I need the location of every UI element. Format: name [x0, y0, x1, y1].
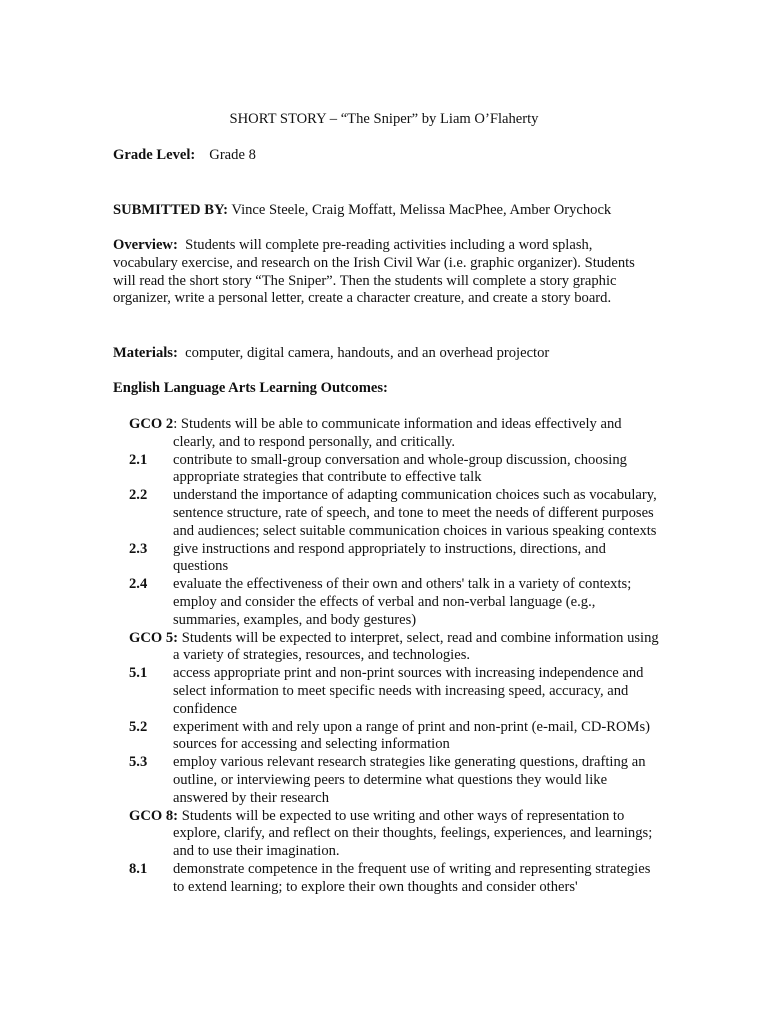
outcome-number: 2.2: [129, 487, 148, 504]
outcome-text: demonstrate competence in the frequent use of writing and representing strategies to extend learning; to explore their own thoughts and consider others': [173, 860, 651, 895]
overview-text: Students will complete pre-reading activities including a word splash, vocabulary exercise, and research on the Irish Civil War (i.e. graphic organizer). Students will read the short story “The Sniper”. Then the students will complete a story graphic organizer, write a personal letter, create a character creature, and create a story board.: [113, 237, 635, 307]
gco-8-text: Students will be expected to use writing and other ways of representation to explore, clarify, and reflect on their thoughts, feelings, experiences, and learnings; and to use their imagination.: [173, 807, 653, 860]
outcome-text: give instructions and respond appropriately to instructions, directions, and questions: [173, 540, 606, 575]
outcome-number: 5.2: [129, 718, 148, 735]
page-title: SHORT STORY – “The Sniper” by Liam O’Flaherty: [229, 111, 539, 127]
gco-8: [129, 808, 664, 861]
gco-5: [129, 630, 664, 666]
outcomes-heading: English Language Arts Learning Outcomes:: [113, 380, 388, 396]
outcome-text: access appropriate print and non-print sources with increasing independence and select information to meet specific needs with increasing speed, accuracy, and confidence: [173, 665, 644, 717]
grade-level-line: [113, 147, 658, 165]
outcome-2-1: [129, 452, 664, 488]
materials-line: [113, 345, 658, 363]
outcome-number: 8.1: [129, 860, 148, 877]
outcome-number: 5.1: [129, 665, 148, 682]
grade-level-value: Grade 8: [209, 147, 256, 163]
outcome-number: 2.1: [129, 451, 148, 468]
outcome-2-4: [129, 576, 664, 629]
outcome-text: employ various relevant research strategies like generating questions, drafting an outline, or interviewing peers to determine what questions they would like answered by their research: [173, 754, 646, 806]
gco-5-text: Students will be expected to interpret, select, read and combine information using a variety of strategies, resources, and technologies.: [173, 629, 659, 664]
outcome-2-3: [129, 541, 664, 577]
submitted-by-line: [113, 202, 658, 220]
outcome-text: contribute to small-group conversation and whole-group discussion, choosing appropriate strategies that contribute to effective talk: [173, 451, 627, 486]
outcome-number: 5.3: [129, 754, 148, 771]
outcome-5-3: [129, 754, 664, 807]
submitted-by-value: Vince Steele, Craig Moffatt, Melissa MacPhee, Amber Orychock: [231, 202, 612, 218]
gco-5-label: GCO 5:: [129, 629, 179, 646]
overview-paragraph: [113, 237, 658, 308]
outcome-5-2: [129, 719, 664, 755]
outcome-text: understand the importance of adapting communication choices such as vocabulary, sentence structure, rate of speech, and tone to meet the needs of different purposes and audiences; select suitable communication choices in various speaking contexts: [173, 487, 657, 539]
outcome-text: evaluate the effectiveness of their own and others' talk in a variety of contexts; employ and consider the effects of verbal and non-verbal language (e.g., summaries, examples, and body gestures): [173, 576, 632, 628]
gco-8-label: GCO 8:: [129, 807, 179, 824]
outcome-8-1: [129, 861, 664, 897]
gco-2-label: GCO 2: [129, 416, 174, 432]
outcome-5-1: [129, 665, 664, 718]
grade-level-label: Grade Level:: [113, 147, 196, 163]
outcome-text: experiment with and rely upon a range of print and non-print (e-mail, CD-ROMs) sources for accessing and selecting information: [173, 718, 651, 753]
outcomes-list: [129, 416, 664, 897]
outcome-number: 2.4: [129, 576, 148, 593]
submitted-by-label: SUBMITTED BY:: [113, 202, 229, 218]
materials-label: Materials:: [113, 345, 178, 361]
gco-2: [129, 416, 664, 452]
outcome-2-2: [129, 487, 664, 540]
outcome-number: 2.3: [129, 540, 148, 557]
overview-label: Overview:: [113, 237, 178, 253]
gco-2-text: : Students will be able to communicate information and ideas effectively and clearly, and to respond personally, and critically.: [173, 416, 622, 450]
materials-text: computer, digital camera, handouts, and an overhead projector: [185, 345, 550, 361]
